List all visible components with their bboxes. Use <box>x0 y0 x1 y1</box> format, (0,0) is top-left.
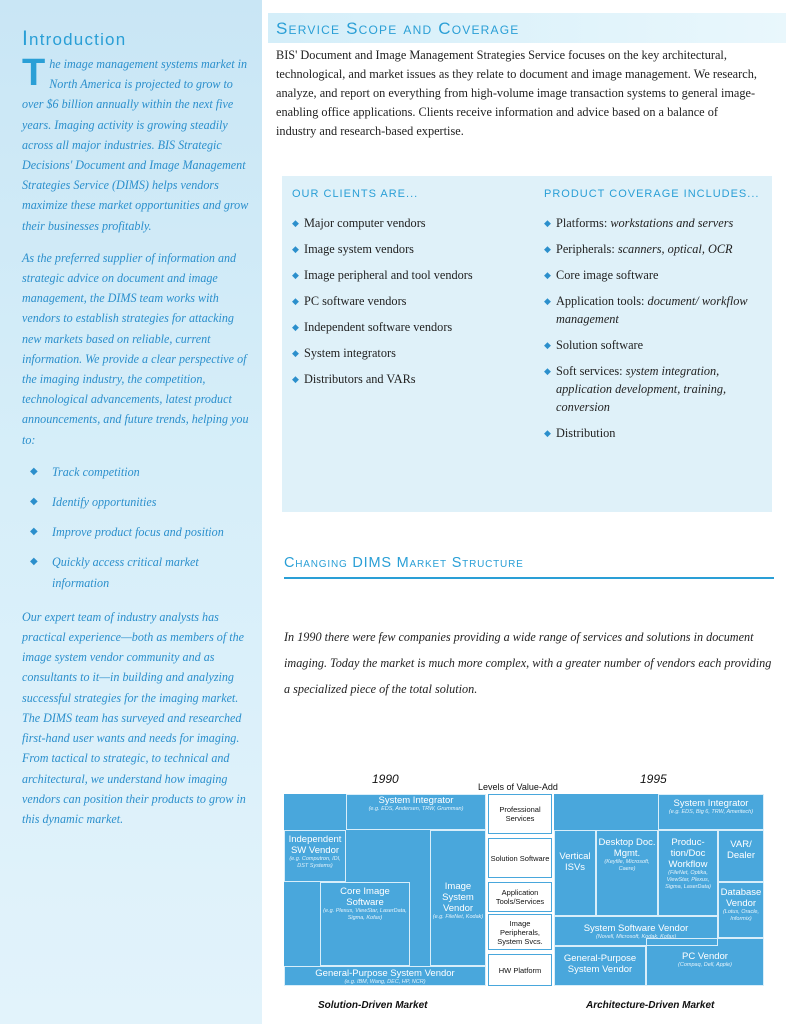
list-item: ◆ Distribution <box>544 426 616 440</box>
solution-driven-panel <box>284 794 486 986</box>
diamond-bullet-icon: ◆ <box>292 270 299 280</box>
diamond-bullet-icon: ◆ <box>544 428 551 438</box>
list-item: ◆ Application tools: document/ workflow management <box>544 294 748 326</box>
general-purpose-system-vendor-block-1990: General-Purpose System Vendor (e.g. IBM, Wang, DEC, HP, NCR) <box>284 966 486 986</box>
value-add-levels <box>488 794 552 986</box>
list-item: ◆ Peripherals: scanners, optical, OCR <box>544 242 733 256</box>
list-item: ◆ Image system vendors <box>292 242 414 256</box>
year-1995-label: 1995 <box>640 772 667 786</box>
list-item: ◆ Soft services: system integration, application development, training, conversion <box>544 364 727 414</box>
list-item: ◆ Improve product focus and position <box>22 522 256 542</box>
level-application-tools: Application Tools/Services <box>488 882 552 912</box>
introduction-paragraph-1 <box>22 54 256 236</box>
system-software-vendor-block: System Software Vendor (Novell, Microsoft, Kodak, Kofax) <box>554 916 718 946</box>
service-scope-heading: Service Scope and Coverage <box>268 13 786 43</box>
clients-column <box>292 188 532 396</box>
market-structure-diagram <box>282 772 778 1022</box>
image-system-vendor-block: Image System Vendor (e.g. FileNet, Kodak) <box>430 830 486 966</box>
desktop-doc-mgmt-block: Desktop Doc. Mgmt. (Keyfile, Microsoft, Caere) <box>596 830 658 916</box>
clients-list <box>292 214 532 388</box>
list-item: ◆ Independent software vendors <box>292 320 453 334</box>
introduction-paragraph-2: As the preferred supplier of information and strategic advice on document and image management, the DIMS team works with vendors to establish strategies for attacking new markets based on reliable, current information. We provide a clear perspective of the imaging industry, the competition, technological advancements, latest product announcements, and future trends, helping you to: <box>22 250 249 447</box>
diamond-bullet-icon: ◆ <box>292 218 299 228</box>
level-solution-software: Solution Software <box>488 838 552 878</box>
clients-coverage-box <box>282 176 772 512</box>
list-item: ◆ Quickly access critical market information <box>22 552 256 592</box>
var-dealer-block: VAR/ Dealer <box>718 830 764 882</box>
introduction-paragraph-3: Our expert team of industry analysts has practical experience—both as members of the image system vendor community and as consultants to it—in building and analyzing successful strategies for the imaging market. The DIMS team has surveyed and researched first-hand user wants and needs for imaging. From tactical to strategic, to technical and architectural, we understand how imaging vendors can position their products to grow in this dynamic market. <box>22 609 246 826</box>
level-hw-platform: HW Platform <box>488 954 552 986</box>
list-item: ◆ System integrators <box>292 346 396 360</box>
levels-title: Levels of Value-Add <box>478 782 558 792</box>
diamond-bullet-icon: ◆ <box>292 296 299 306</box>
diamond-bullet-icon: ◆ <box>30 496 38 508</box>
clients-heading: OUR CLIENTS ARE... <box>292 188 419 200</box>
drop-cap: T <box>22 52 46 94</box>
introduction-body <box>22 54 256 841</box>
service-scope-body: BIS' Document and Image Management Strategies Service focuses on the key architectural, technological, and market issues as they relate to document and image management. We research, analyze, and report on everything from high-volume image transaction systems to general image-enabling office applications. Clients receive information and advice based on a balance of industry and research-based expertise. <box>276 48 757 138</box>
introduction-paragraph-1-text: he image management systems market in North America is projected to grow to over $6 billion annually within the next five years. Imaging activity is growing steadily across all major industries. BIS Strategic Decisions' Document and Image Management Strategies Service (DIMS) helps vendors maximize these market opportunities and grow their businesses profitably. <box>22 57 249 233</box>
general-purpose-system-vendor-block-1995: General-Purpose System Vendor <box>554 946 646 986</box>
system-integrator-block-1990: System Integrator (e.g. EDS, Andersen, TRW, Grumman) <box>346 794 486 830</box>
year-1990-label: 1990 <box>372 772 399 786</box>
database-vendor-block: Database Vendor (Lotus, Oracle, Informix) <box>718 882 764 938</box>
vertical-isvs-block: Vertical ISVs <box>554 830 596 916</box>
diamond-bullet-icon: ◆ <box>292 374 299 384</box>
diamond-bullet-icon: ◆ <box>544 340 551 350</box>
diamond-bullet-icon: ◆ <box>30 526 38 538</box>
coverage-column <box>544 188 770 450</box>
introduction-sidebar <box>0 0 262 1024</box>
diamond-bullet-icon: ◆ <box>544 366 551 376</box>
independent-sw-vendor-block: Independent SW Vendor (e.g. Computron, IDI, DST Systems) <box>284 830 346 882</box>
system-integrator-block-1995: System Integrator (e.g. EDS, Big 6, TRW, Ameritech) <box>658 794 764 830</box>
introduction-bullet-list <box>22 462 256 593</box>
list-item: ◆ Solution software <box>544 338 644 352</box>
diamond-bullet-icon: ◆ <box>292 244 299 254</box>
list-item: ◆ Image peripheral and tool vendors <box>292 268 473 282</box>
diamond-bullet-icon: ◆ <box>544 218 551 228</box>
diamond-bullet-icon: ◆ <box>30 465 38 477</box>
level-professional-services: Professional Services <box>488 794 552 834</box>
production-workflow-block: Produc-tion/Doc Workflow (FileNet, Optika, ViewStar, Plexus, Sigma, LaserData) <box>658 830 718 916</box>
coverage-list <box>544 214 770 442</box>
market-structure-body: In 1990 there were few companies providing a wide range of services and solutions in document imaging. Today the market is much more complex, with a greater number of vendors each providing a specialized piece of the total solution. <box>284 630 772 696</box>
list-item: ◆ Core image software <box>544 268 659 282</box>
introduction-heading: Introduction <box>22 27 127 50</box>
market-structure-heading: Changing DIMS Market Structure <box>284 555 774 579</box>
pc-vendor-block: PC Vendor (Compaq, Dell, Apple) <box>646 938 764 986</box>
diamond-bullet-icon: ◆ <box>544 244 551 254</box>
list-item: ◆ Track competition <box>22 462 256 482</box>
architecture-driven-caption: Architecture-Driven Market <box>586 1000 715 1011</box>
architecture-driven-panel <box>554 794 764 986</box>
diamond-bullet-icon: ◆ <box>292 322 299 332</box>
list-item: ◆ Distributors and VARs <box>292 372 416 386</box>
core-image-software-block: Core Image Software (e.g. Plexus, ViewStar, LaserData, Sigma, Kofax) <box>320 882 410 966</box>
solution-driven-caption: Solution-Driven Market <box>318 1000 428 1011</box>
coverage-heading: PRODUCT COVERAGE INCLUDES... <box>544 188 760 200</box>
list-item: ◆ Major computer vendors <box>292 216 426 230</box>
diamond-bullet-icon: ◆ <box>544 270 551 280</box>
list-item: ◆ Identify opportunities <box>22 492 256 512</box>
level-image-peripherals: Image Peripherals, System Svcs. <box>488 914 552 950</box>
list-item: ◆ PC software vendors <box>292 294 407 308</box>
diamond-bullet-icon: ◆ <box>30 556 38 568</box>
list-item: ◆ Platforms: workstations and servers <box>544 216 734 230</box>
diamond-bullet-icon: ◆ <box>292 348 299 358</box>
diamond-bullet-icon: ◆ <box>544 296 551 306</box>
